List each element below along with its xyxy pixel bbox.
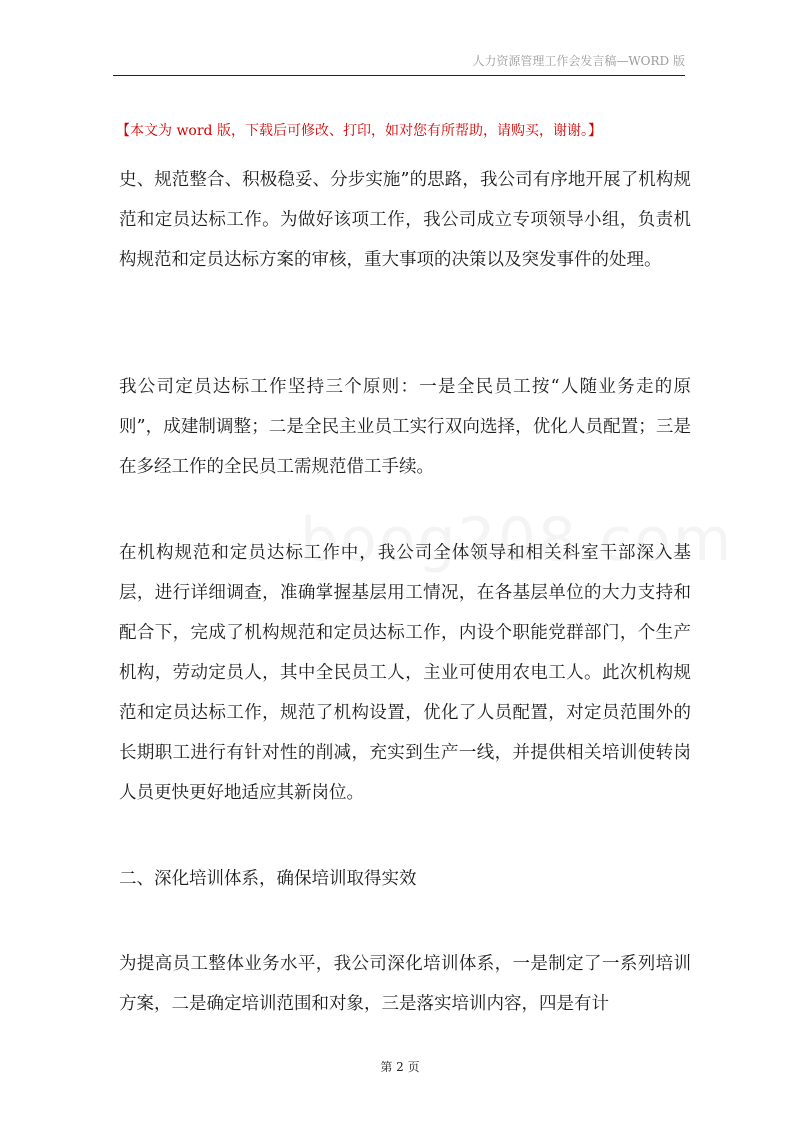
purchase-notice: 【本文为 word 版，下载后可修改、打印，如对您有所帮助，请购买，谢谢。】 xyxy=(116,123,602,139)
paragraph-3: 在机构规范和定员达标工作中，我公司全体领导和相关科室干部深入基层，进行详细调查，准确掌握基层用工情况，在各基层单位的大力支持和配合下，完成了机构规范和定员达标工作，内设个职能党群部门，个生产机构，劳动定员人，其中全民员工人，主业可使用农电工人。此次机构规范和定员达标工作，规范了机构设置，优化了人员配置，对定员范围外的长期职工进行有针对性的削减，充实到生产一线，并提供相关培训使转岗人员更快更好地适应其新岗位。 xyxy=(119,543,691,803)
paragraph-4: 为提高员工整体业务水平，我公司深化培训体系，一是制定了一系列培训方案，二是确定培训范围和对象，三是落实培训内容，四是有计 xyxy=(119,954,691,1014)
header-divider xyxy=(113,75,685,76)
page-number: 第 2 页 xyxy=(380,1060,420,1074)
section-heading: 二、深化培训体系，确保培训取得实效 xyxy=(119,869,417,889)
page-header: 人力资源管理工作会发言稿—WORD 版 xyxy=(472,54,685,68)
paragraph-2: 我公司定员达标工作坚持三个原则：一是全民员工按“人随业务走的原则”，成建制调整；二是全民主业员工实行双向选择，优化人员配置；三是在多经工作的全民员工需规范借工手续。 xyxy=(119,377,691,477)
paragraph-1: 史、规范整合、积极稳妥、分步实施”的思路，我公司有序地开展了机构规范和定员达标工作。为做好该项工作，我公司成立专项领导小组，负责机构规范和定员达标方案的审核，重大事项的决策以及突发事件的处理。 xyxy=(119,170,691,270)
